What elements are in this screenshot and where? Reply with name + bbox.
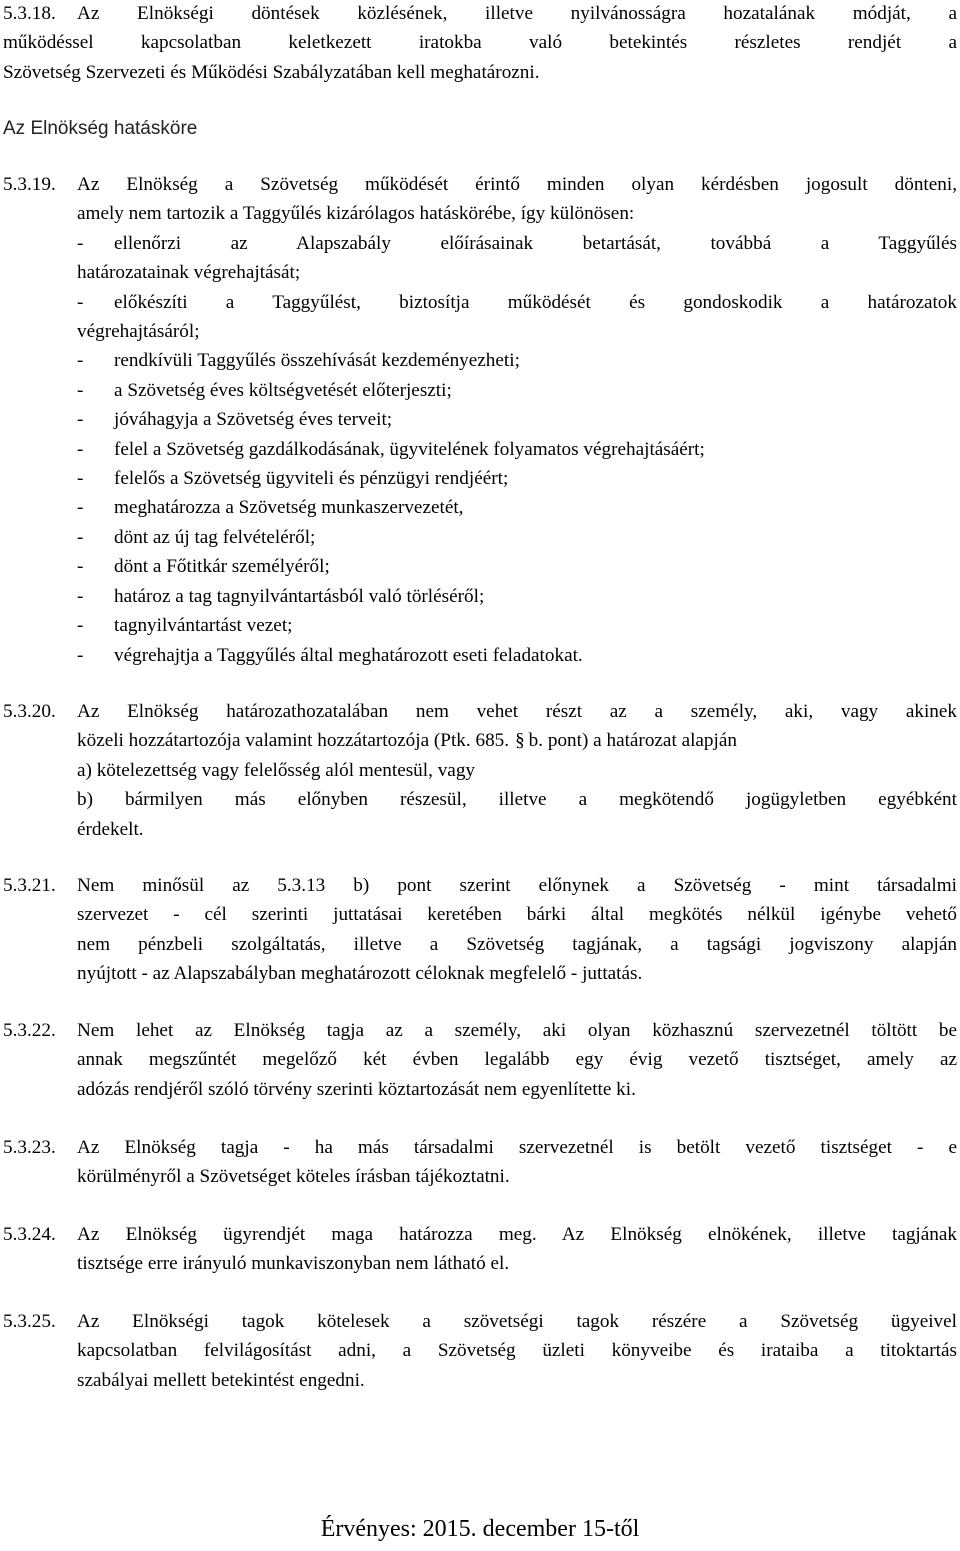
paragraph-5-3-23 xyxy=(3,1133,957,1192)
paragraph-number: 5.3.24. xyxy=(3,1224,56,1245)
paragraph-line: amely nem tartozik a Taggyűlés kizárólagos hatáskörébe, így különösen: xyxy=(77,203,635,225)
paragraph-line: tisztsége erre irányuló munkaviszonyban nem látható el. xyxy=(77,1253,510,1275)
paragraph-line: kapcsolatban felvilágosítást adni, a Szövetség üzleti könyveibe és irataiba a titoktartás xyxy=(77,1340,957,1362)
paragraph-body xyxy=(77,170,957,670)
paragraph-line: b) bármilyen más előnyben részesül, illetve a megkötendő jogügyletben egyébként xyxy=(77,789,957,811)
paragraph-5-3-24 xyxy=(3,1220,957,1279)
paragraph-body xyxy=(77,697,957,844)
paragraph-body xyxy=(77,871,957,989)
list-item: - rendkívüli Taggyűlés összehívását kezdeményezheti; xyxy=(77,350,520,372)
list-item: - meghatározza a Szövetség munkaszervezetét, xyxy=(77,497,464,519)
list-item-continuation: határozatainak végrehajtását; xyxy=(77,262,301,284)
section-heading: Az Elnökség hatásköre xyxy=(3,118,198,139)
paragraph-line: annak megszűntét megelőző két évben legalább egy évig vezető tisztséget, amely az xyxy=(77,1049,957,1071)
paragraph-line: a) kötelezettség vagy felelősség alól mentesül, vagy xyxy=(77,759,476,781)
paragraph-line: nyújtott - az Alapszabályban meghatározott céloknak megfelelő - juttatás. xyxy=(77,963,643,985)
paragraph-line: szervezet - cél szerinti juttatásai keretében bárki által megkötés nélkül igénybe vehető xyxy=(77,904,957,926)
paragraph-number: 5.3.19. xyxy=(3,174,56,195)
paragraph-body xyxy=(77,1133,957,1192)
paragraph-number: 5.3.18. xyxy=(3,3,56,24)
paragraph-line: nem pénzbeli szolgáltatás, illetve a Szövetség tagjának, a tagsági jogviszony alapján xyxy=(77,933,957,955)
paragraph-5-3-18 xyxy=(3,0,957,87)
section-sign: § xyxy=(515,730,525,752)
paragraph-number: 5.3.23. xyxy=(3,1137,56,1158)
paragraph-number: 5.3.21. xyxy=(3,875,56,896)
paragraph-number: 5.3.20. xyxy=(3,701,56,722)
list-item: - dönt az új tag felvételéről; xyxy=(77,526,316,548)
paragraph-line: Az Elnökség határozathozatalában nem vehet részt az a személy, aki, vagy akinek xyxy=(77,701,957,722)
list-item: - határoz a tag tagnyilvántartásból való törléséről; xyxy=(77,585,485,607)
list-item: - tagnyilvántartást vezet; xyxy=(77,615,293,637)
paragraph-line: működéssel kapcsolatban keletkezett iratokba való betekintés részletes rendjét a xyxy=(3,32,957,54)
paragraph-body xyxy=(77,1016,957,1104)
paragraph-line: Nem lehet az Elnökség tagja az a személy, aki olyan közhasznú szervezetnél töltött be xyxy=(77,1020,957,1041)
paragraph-5-3-19 xyxy=(3,170,957,670)
paragraph-5-3-21 xyxy=(3,871,957,989)
list-item: - felel a Szövetség gazdálkodásának, ügyvitelének folyamatos végrehajtásáért; xyxy=(77,438,705,460)
paragraph-line: Az Elnökség ügyrendjét maga határozza meg. Az Elnökség elnökének, illetve tagjának xyxy=(77,1224,957,1245)
paragraph-line: szabályai mellett betekintést engedni. xyxy=(77,1369,365,1391)
paragraph-5-3-25 xyxy=(3,1307,957,1395)
paragraph-line: érdekelt. xyxy=(77,818,144,840)
list-item: - előkészíti a Taggyűlést, biztosítja működését és gondoskodik a határozatok xyxy=(77,291,957,313)
paragraph-body xyxy=(77,1307,957,1395)
list-item: - dönt a Főtitkár személyéről; xyxy=(77,556,330,578)
paragraph-line: Az Elnökségi döntések közlésének, illetve nyilvánosságra hozatalának módját, a xyxy=(77,3,957,24)
paragraph-line: Nem minősül az 5.3.13 b) pont szerint előnynek a Szövetség - mint társadalmi xyxy=(77,875,957,896)
paragraph-line: Az Elnökségi tagok kötelesek a szövetségi tagok részére a Szövetség ügyeivel xyxy=(77,1311,957,1332)
list-item: - ellenőrzi az Alapszabály előírásainak betartását, továbbá a Taggyűlés xyxy=(77,232,957,254)
paragraph-body xyxy=(77,1220,957,1279)
paragraph-5-3-20 xyxy=(3,697,957,844)
paragraph-line: adózás rendjéről szóló törvény szerinti köztartozását nem egyenlítette ki. xyxy=(77,1078,636,1100)
paragraph-number: 5.3.25. xyxy=(3,1311,56,1332)
paragraph-line: közeli hozzátartozója valamint hozzátartozója (Ptk. 685. § b. pont) a határozat alapján xyxy=(77,730,737,752)
list-item: - a Szövetség éves költségvetését előterjeszti; xyxy=(77,379,452,401)
paragraph-line: Az Elnökség a Szövetség működését érintő minden olyan kérdésben jogosult dönteni, xyxy=(77,174,957,195)
paragraph-5-3-22 xyxy=(3,1016,957,1104)
page-footer: Érvényes: 2015. december 15-től xyxy=(320,1516,640,1542)
paragraph-number: 5.3.22. xyxy=(3,1020,56,1041)
paragraph-line: Szövetség Szervezeti és Működési Szabályzatában kell meghatározni. xyxy=(3,61,540,83)
paragraph-line: körülményről a Szövetséget köteles írásban tájékoztatni. xyxy=(77,1166,510,1188)
list-item-continuation: végrehajtásáról; xyxy=(77,321,200,343)
list-item: - felelős a Szövetség ügyviteli és pénzügyi rendjéért; xyxy=(77,468,509,490)
list-item: - jóváhagyja a Szövetség éves terveit; xyxy=(77,409,393,431)
list-item: - végrehajtja a Taggyűlés által meghatározott eseti feladatokat. xyxy=(77,644,583,666)
paragraph-line: Az Elnökség tagja - ha más társadalmi szervezetnél is betölt vezető tisztséget - e xyxy=(77,1137,957,1158)
